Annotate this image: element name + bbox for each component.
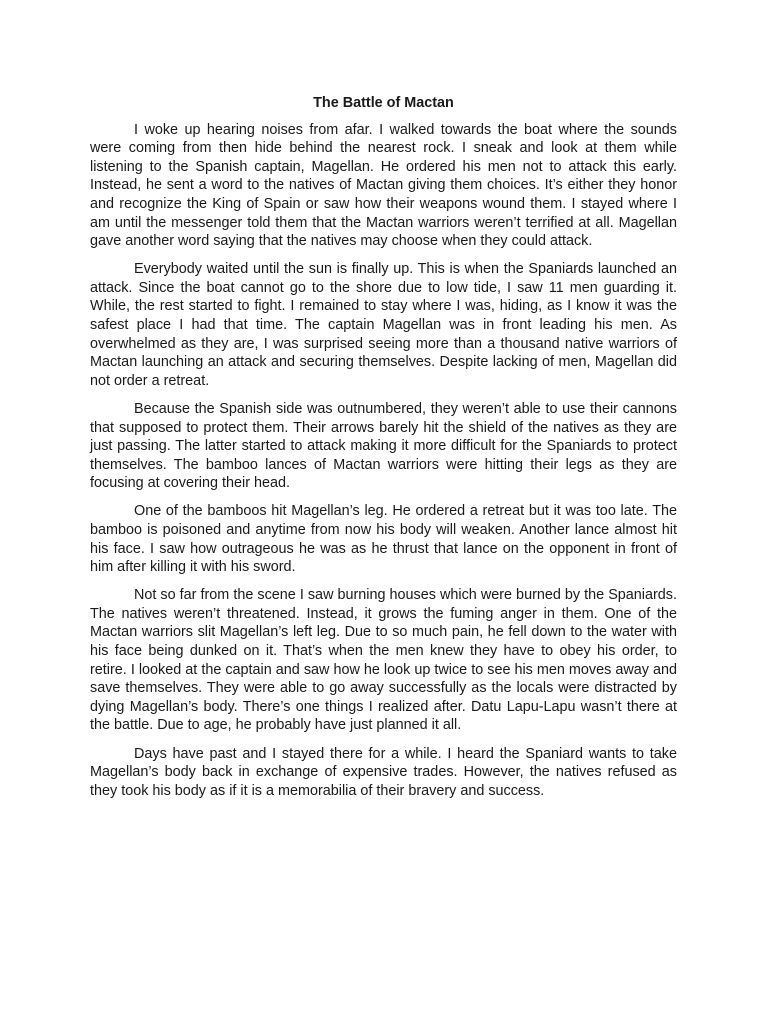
paragraph-5: Not so far from the scene I saw burning houses which were burned by the Spaniards. The natives weren’t threatened. Instead, it grows the fuming anger in them. One of the Mactan warriors slit Magellan’s left leg. Due to so much pain, he fell down to the water with his face being dunked on it. That’s when the men knew they have to obey his order, to retire. I looked at the captain and saw how he look up twice to see his men moves away and save themselves. They were able to go away successfully as the locals were distracted by dying Magellan’s body. There’s one things I realized after. Datu Lapu-Lapu wasn’t there at the battle. Due to age, he probably have just planned it all. (90, 587, 677, 734)
document-title: The Battle of Mactan (313, 95, 454, 111)
document-page (90, 94, 677, 810)
paragraph-1: I woke up hearing noises from afar. I walked towards the boat where the sounds were coming from then hide behind the nearest rock. I sneak and look at them while listening to the Spanish captain, Magellan. He ordered his men not to attack this early. Instead, he sent a word to the natives of Mactan giving them choices. It’s either they honor and recognize the King of Spain or saw how their weapons wound them. I stayed where I am until the messenger told them that the Mactan warriors weren’t terrified at all. Magellan gave another word saying that the natives may choose when they could attack. (90, 121, 677, 250)
paragraph-6: Days have past and I stayed there for a while. I heard the Spaniard wants to take Magellan’s body back in exchange of expensive trades. However, the natives refused as they took his body as if it is a memorabilia of their bravery and success. (90, 745, 677, 799)
paragraph-4: One of the bamboos hit Magellan’s leg. He ordered a retreat but it was too late. The bamboo is poisoned and anytime from now his body will weaken. Another lance almost hit his face. I saw how outrageous he was as he thrust that lance on the opponent in front of him after killing it with his sword. (90, 503, 677, 576)
paragraph-2: Everybody waited until the sun is finally up. This is when the Spaniards launched an attack. Since the boat cannot go to the shore due to low tide, I saw 11 men guarding it. While, the rest started to fight. I remained to stay where I was, hiding, as I know it was the safest place I had that time. The captain Magellan was in front leading his men. As overwhelmed as they are, I was surprised seeing more than a thousand native warriors of Mactan launching an attack and securing themselves. Despite lacking of men, Magellan did not order a retreat. (90, 261, 677, 389)
paragraph-3: Because the Spanish side was outnumbered, they weren’t able to use their cannons that supposed to protect them. Their arrows barely hit the shield of the natives as they are just passing. The latter started to attack making it more difficult for the Spaniards to protect themselves. The bamboo lances of Mactan warriors were hitting their legs as they are focusing at covering their head. (90, 400, 677, 492)
